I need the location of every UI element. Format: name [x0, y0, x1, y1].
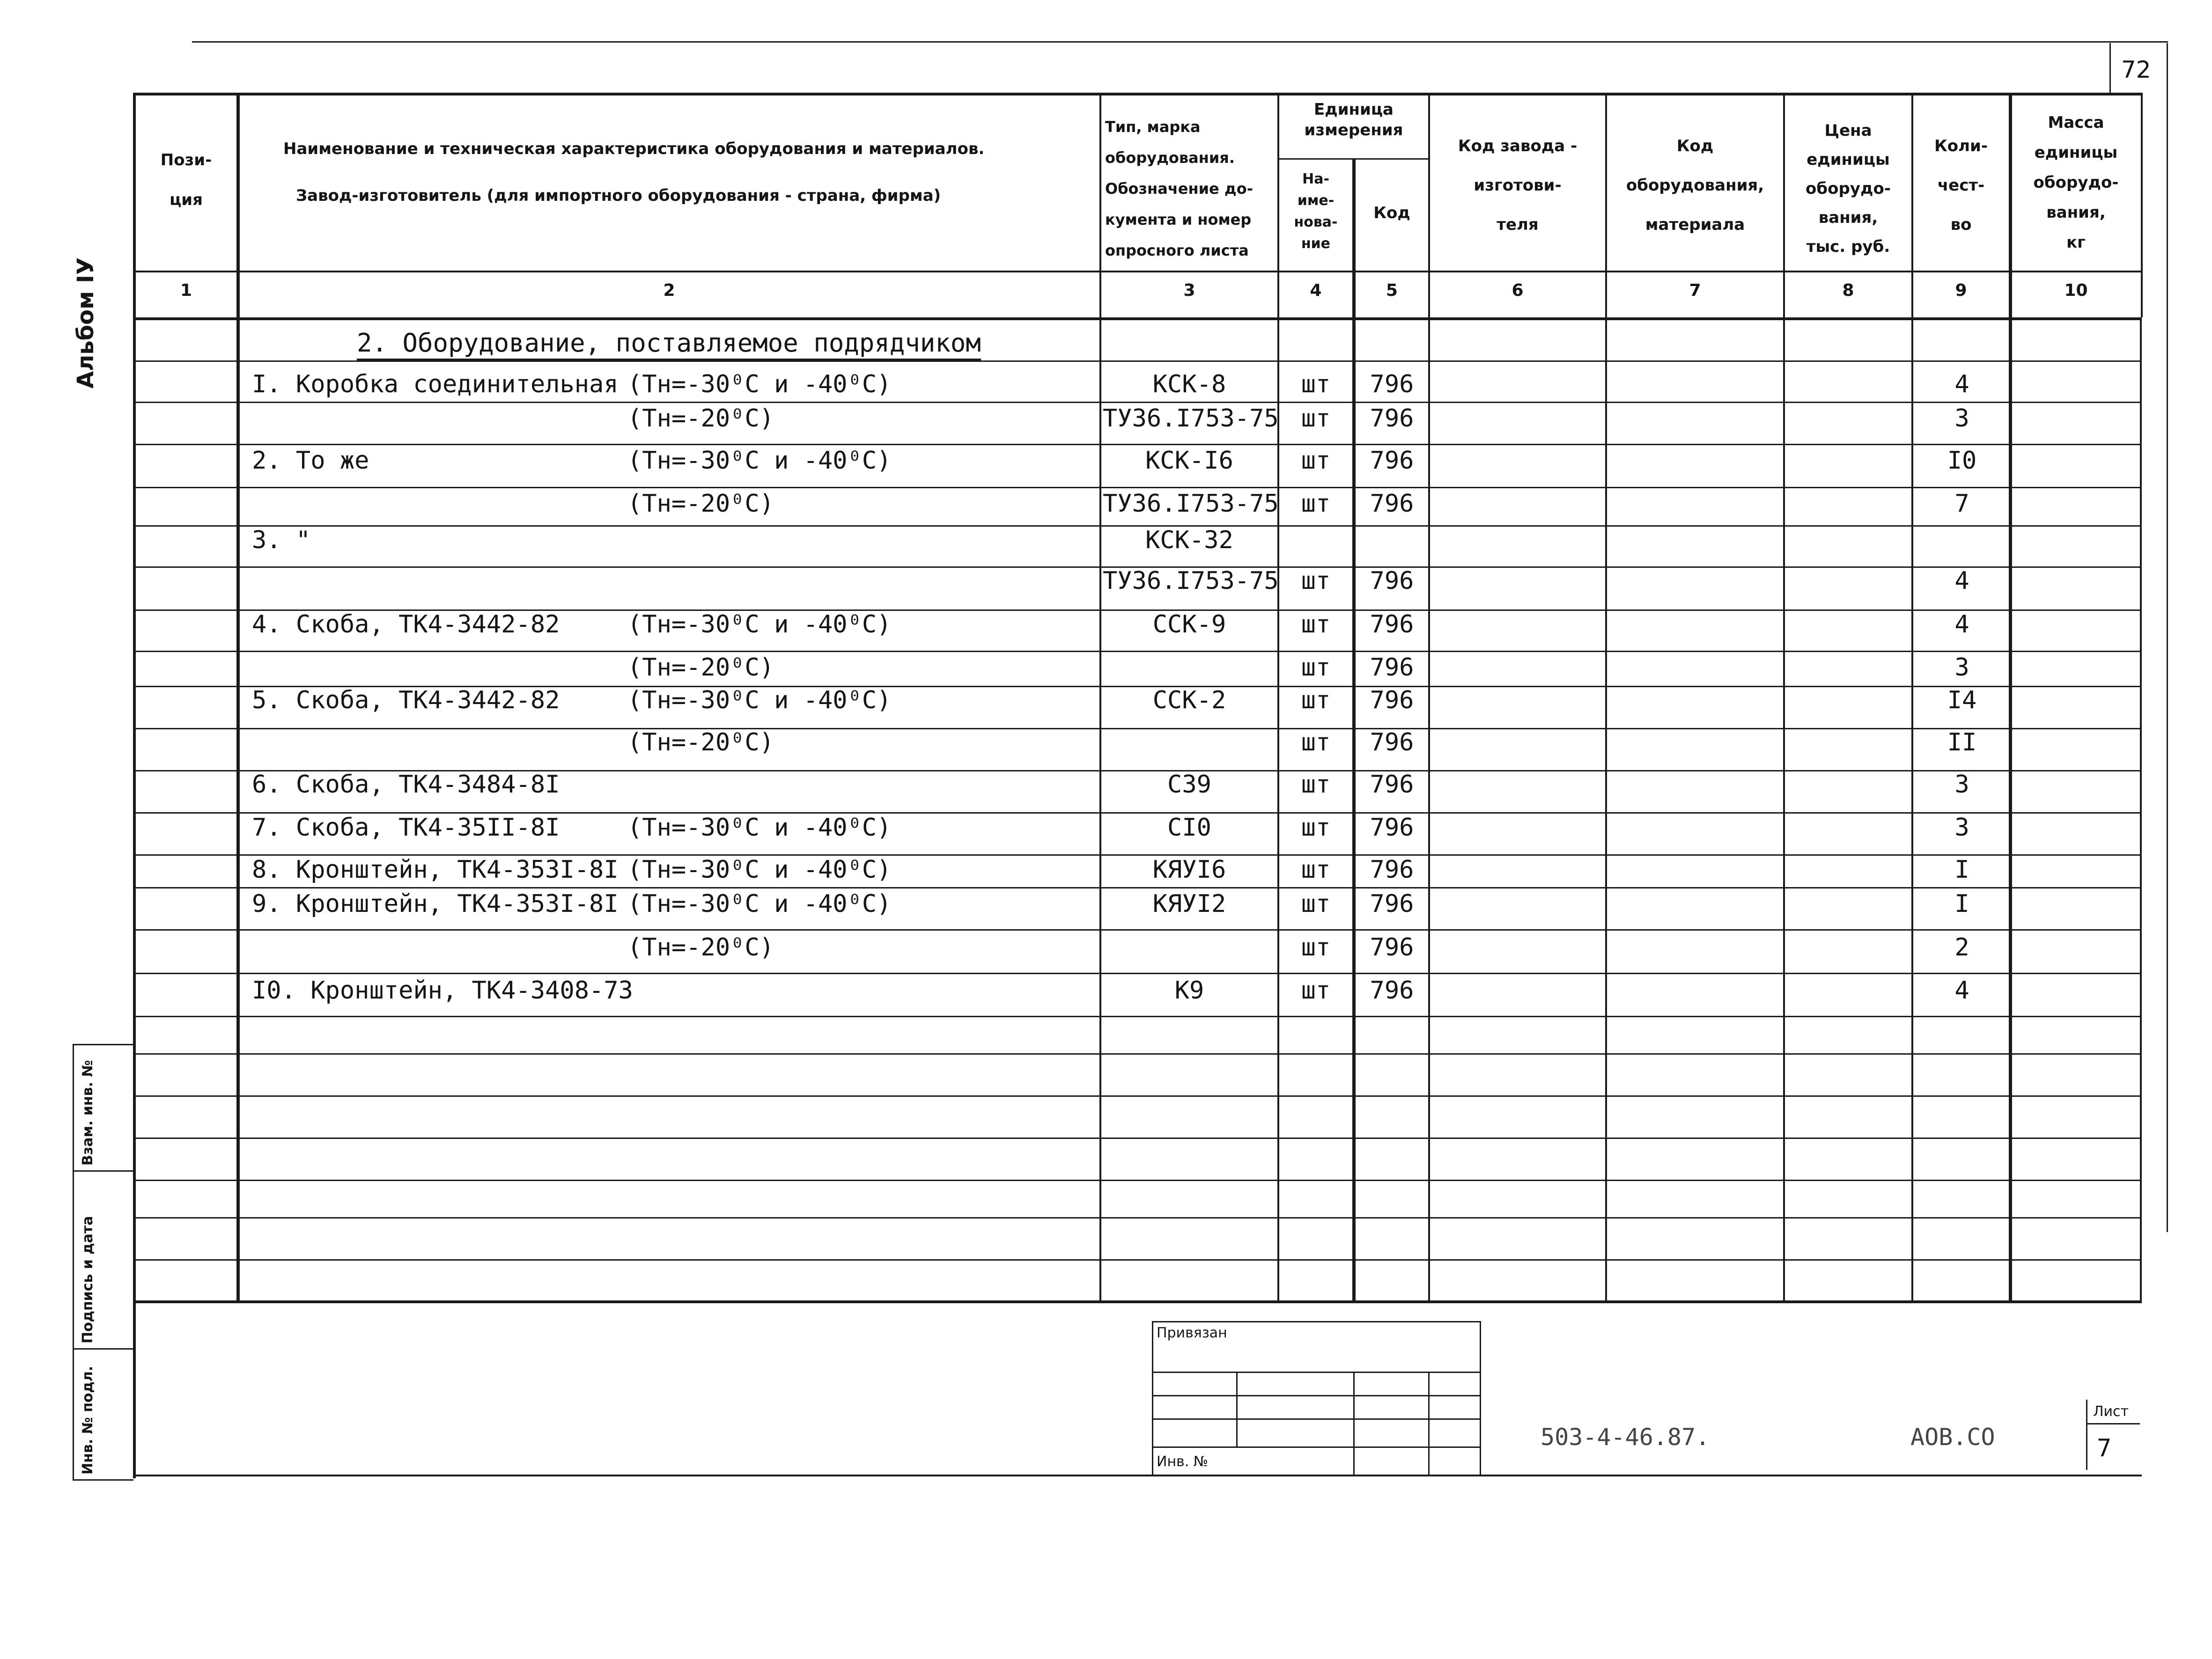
hdr-unit-code: Код: [1373, 204, 1410, 222]
hdr-name-line2: Завод-изготовитель (для импортного оборудования - страна, фирма): [296, 186, 941, 205]
row-unit: шт: [1301, 933, 1331, 962]
colnum-10: 10: [2064, 281, 2088, 300]
row-separator: [136, 728, 2140, 729]
row-cond: (Тн=-30⁰С и -40⁰С): [627, 814, 892, 842]
hdr-unit-group: Единица измерения: [1304, 100, 1403, 139]
col-divider-6: [1605, 93, 1607, 1300]
row-qty: 3: [1954, 814, 1969, 842]
colnum-4: 4: [1310, 281, 1322, 300]
row-separator: [136, 887, 2140, 888]
frame-top: [133, 93, 2142, 95]
row-name: 4. Скоба, ТК4-3442-82: [252, 610, 560, 639]
row-separator: [136, 1138, 2140, 1139]
stamp-rule-1: [1152, 1372, 1480, 1373]
row-cond: (Тн=-30⁰С и -40⁰С): [627, 856, 892, 884]
row-code: 796: [1370, 370, 1414, 398]
row-qty: II: [1947, 728, 1977, 756]
row-code: 796: [1370, 490, 1414, 518]
row-unit: шт: [1301, 404, 1331, 433]
row-cond: (Тн=-20⁰С): [627, 728, 774, 756]
row-code: 796: [1370, 890, 1414, 918]
row-qty: I4: [1947, 686, 1977, 714]
row-type: ТУ36.I753-75: [1103, 490, 1279, 518]
row-unit: шт: [1301, 610, 1331, 639]
row-cond: (Тн=-30⁰С и -40⁰С): [627, 610, 892, 639]
stamp-top: [1152, 1321, 1480, 1322]
row-unit: шт: [1301, 490, 1331, 518]
colnum-2: 2: [663, 281, 675, 300]
col-divider-5: [1428, 93, 1430, 1300]
top-rule: [192, 41, 2168, 43]
col-divider-1: [236, 93, 240, 1300]
row-unit: шт: [1301, 728, 1331, 756]
hdr-name-line1: Наименование и техническая характеристика оборудования и материалов.: [283, 139, 985, 158]
row-separator: [136, 360, 2140, 362]
sheet-cell-left: [2086, 1400, 2087, 1470]
hdr-price: Цена единицы оборудо- вания, тыс. руб.: [1806, 121, 1891, 256]
stamp-rule-4: [1152, 1446, 1480, 1448]
row-name: 5. Скоба, ТК4-3442-82: [252, 686, 560, 714]
row-name: 8. Кронштейн, ТК4-353I-8I: [252, 856, 619, 884]
col-divider-7: [1783, 93, 1785, 1300]
sheet-label: Лист: [2093, 1403, 2129, 1420]
stamp-privyazan: Привязан: [1157, 1325, 1227, 1341]
row-qty: 4: [1954, 567, 1969, 595]
side-stamp-left: [73, 1044, 74, 1479]
row-separator: [136, 487, 2140, 488]
row-separator: [136, 1053, 2140, 1055]
col-divider-3: [1277, 93, 1279, 1300]
hdr-position: Пози- ция: [160, 151, 212, 209]
row-qty: 3: [1954, 404, 1969, 433]
row-cond: (Тн=-30⁰С и -40⁰С): [627, 447, 892, 475]
hdr-mass: Масса единицы оборудо- вания, кг: [2033, 113, 2119, 252]
row-unit: шт: [1301, 976, 1331, 1005]
row-unit: шт: [1301, 686, 1331, 714]
hdr-quantity: Коли- чест- во: [1934, 137, 1988, 234]
col-divider-9: [2009, 93, 2012, 1300]
row-name: 6. Скоба, ТК4-3484-8I: [252, 771, 560, 799]
row-type: КЯУI2: [1152, 890, 1226, 918]
row-unit: шт: [1301, 771, 1331, 799]
section-title: 2. Оборудование, поставляемое подрядчиком: [357, 330, 981, 360]
hdr-type: [1105, 111, 1274, 266]
row-separator: [136, 1259, 2140, 1261]
side-stamp-rule-4: [73, 1479, 133, 1481]
colnum-1: 1: [180, 281, 192, 300]
hdr-unit-name: На- име- нова- ние: [1294, 171, 1338, 252]
row-code: 796: [1370, 447, 1414, 475]
row-type: ССК-2: [1152, 686, 1226, 714]
row-code: 796: [1370, 728, 1414, 756]
row-type: КЯУI6: [1152, 856, 1226, 884]
row-unit: шт: [1301, 890, 1331, 918]
row-unit: шт: [1301, 447, 1331, 475]
row-unit: шт: [1301, 814, 1331, 842]
stamp-col-2: [1353, 1372, 1355, 1475]
colnum-7: 7: [1689, 281, 1701, 300]
row-type: КСК-8: [1152, 370, 1226, 398]
row-cond: (Тн=-20⁰С): [627, 653, 774, 682]
row-cond: (Тн=-20⁰С): [627, 404, 774, 433]
row-code: 796: [1370, 856, 1414, 884]
row-separator: [136, 1217, 2140, 1219]
frame-left: [133, 93, 136, 1478]
stamp-col-3: [1428, 1372, 1430, 1475]
stamp-col-1: [1236, 1372, 1238, 1446]
row-name: I. Коробка соединительная: [252, 370, 619, 398]
row-type: ТУ36.I753-75: [1103, 567, 1279, 595]
row-type: КСК-I6: [1145, 447, 1233, 475]
row-separator: [136, 651, 2140, 652]
row-separator: [136, 1180, 2140, 1181]
row-code: 796: [1370, 976, 1414, 1005]
hdr-type-line: Тип, марка: [1105, 118, 1201, 136]
row-qty: 4: [1954, 976, 1969, 1005]
hdr-type-line: кумента и номер: [1105, 211, 1252, 228]
row-separator: [136, 1016, 2140, 1017]
doc-section: АОВ.СО: [1910, 1424, 1995, 1451]
sheet-box-left: [2109, 43, 2111, 95]
row-type: КСК-32: [1145, 526, 1233, 554]
row-code: 796: [1370, 771, 1414, 799]
stamp-right: [1480, 1321, 1481, 1475]
row-name: I0. Кронштейн, ТК4-3408-73: [252, 976, 633, 1005]
sheet-number: 72: [2121, 56, 2151, 83]
row-code: 796: [1370, 933, 1414, 962]
col-divider-8: [1911, 93, 1913, 1300]
row-separator: [136, 929, 2140, 931]
stamp-left: [1152, 1321, 1153, 1475]
hdr-type-line: опросного листа: [1105, 242, 1249, 259]
side-stamp-rule-1: [73, 1044, 133, 1045]
row-qty: 7: [1954, 490, 1969, 518]
sheet-value: 7: [2097, 1434, 2112, 1462]
hdr-type-line: Обозначение до-: [1105, 180, 1253, 198]
hdr-factory-code: Код завода - изготови- теля: [1458, 137, 1578, 234]
row-qty: I: [1954, 856, 1969, 884]
row-separator: [136, 444, 2140, 445]
side-inv-podl: Инв. № подл.: [80, 1365, 96, 1475]
side-vzam: Взам. инв. №: [80, 1060, 96, 1166]
doc-code: 503-4-46.87.: [1541, 1424, 1710, 1451]
frame-bottom: [133, 1475, 2142, 1476]
side-podpis: Подпись и дата: [80, 1216, 96, 1343]
row-cond: (Тн=-20⁰С): [627, 490, 774, 518]
row-unit: шт: [1301, 856, 1331, 884]
row-qty: 2: [1954, 933, 1969, 962]
row-separator: [136, 402, 2140, 403]
colnum-9: 9: [1955, 281, 1967, 300]
right-margin-rule: [2167, 43, 2168, 1232]
row-type: СI0: [1167, 814, 1211, 842]
row-code: 796: [1370, 610, 1414, 639]
row-cond: (Тн=-30⁰С и -40⁰С): [627, 370, 892, 398]
row-name: 2. То же: [252, 447, 369, 475]
row-code: 796: [1370, 404, 1414, 433]
colnum-3: 3: [1183, 281, 1195, 300]
col-divider-2: [1099, 93, 1101, 1300]
row-separator: [136, 973, 2140, 974]
row-cond: (Тн=-30⁰С и -40⁰С): [627, 686, 892, 714]
row-name: 7. Скоба, ТК4-35II-8I: [252, 814, 560, 842]
row-code: 796: [1370, 814, 1414, 842]
row-qty: 4: [1954, 370, 1969, 398]
sheet-cell-rule: [2086, 1423, 2140, 1424]
colnum-5: 5: [1386, 281, 1398, 300]
row-code: 796: [1370, 686, 1414, 714]
colnum-8: 8: [1842, 281, 1854, 300]
row-unit: шт: [1301, 370, 1331, 398]
row-cond: (Тн=-30⁰С и -40⁰С): [627, 890, 892, 918]
row-unit: шт: [1301, 653, 1331, 682]
stamp-rule-2: [1152, 1395, 1480, 1396]
hdr-equipment-code: Код оборудования, материала: [1626, 137, 1764, 234]
row-type: С39: [1167, 771, 1211, 799]
row-type: К9: [1174, 976, 1204, 1005]
row-qty: 4: [1954, 610, 1969, 639]
row-cond: (Тн=-20⁰С): [627, 933, 774, 962]
table-bottom-rule: [133, 1300, 2142, 1303]
frame-right-top: [2141, 93, 2143, 317]
row-code: 796: [1370, 653, 1414, 682]
hdr-type-line: оборудования.: [1105, 149, 1235, 167]
row-qty: 3: [1954, 771, 1969, 799]
row-unit: шт: [1301, 567, 1331, 595]
row-type: ТУ36.I753-75: [1103, 404, 1279, 433]
row-name: 3. ": [252, 526, 311, 554]
frame-right: [2140, 317, 2142, 1300]
row-separator: [136, 525, 2140, 527]
colnum-6: 6: [1512, 281, 1524, 300]
header-bottom-rule: [133, 271, 2142, 272]
row-name: 9. Кронштейн, ТК4-353I-8I: [252, 890, 619, 918]
row-code: 796: [1370, 567, 1414, 595]
colnum-bottom-rule: [133, 317, 2142, 320]
stamp-inv-no: Инв. №: [1157, 1453, 1209, 1470]
album-label: Альбом IУ: [73, 257, 99, 389]
row-qty: 3: [1954, 653, 1969, 682]
side-stamp-rule-2: [73, 1170, 133, 1172]
side-stamp-rule-3: [73, 1348, 133, 1350]
row-qty: I: [1954, 890, 1969, 918]
stamp-rule-3: [1152, 1418, 1480, 1420]
row-separator: [136, 1095, 2140, 1097]
row-type: ССК-9: [1152, 610, 1226, 639]
row-qty: I0: [1947, 447, 1977, 475]
col-divider-4: [1352, 158, 1356, 1300]
